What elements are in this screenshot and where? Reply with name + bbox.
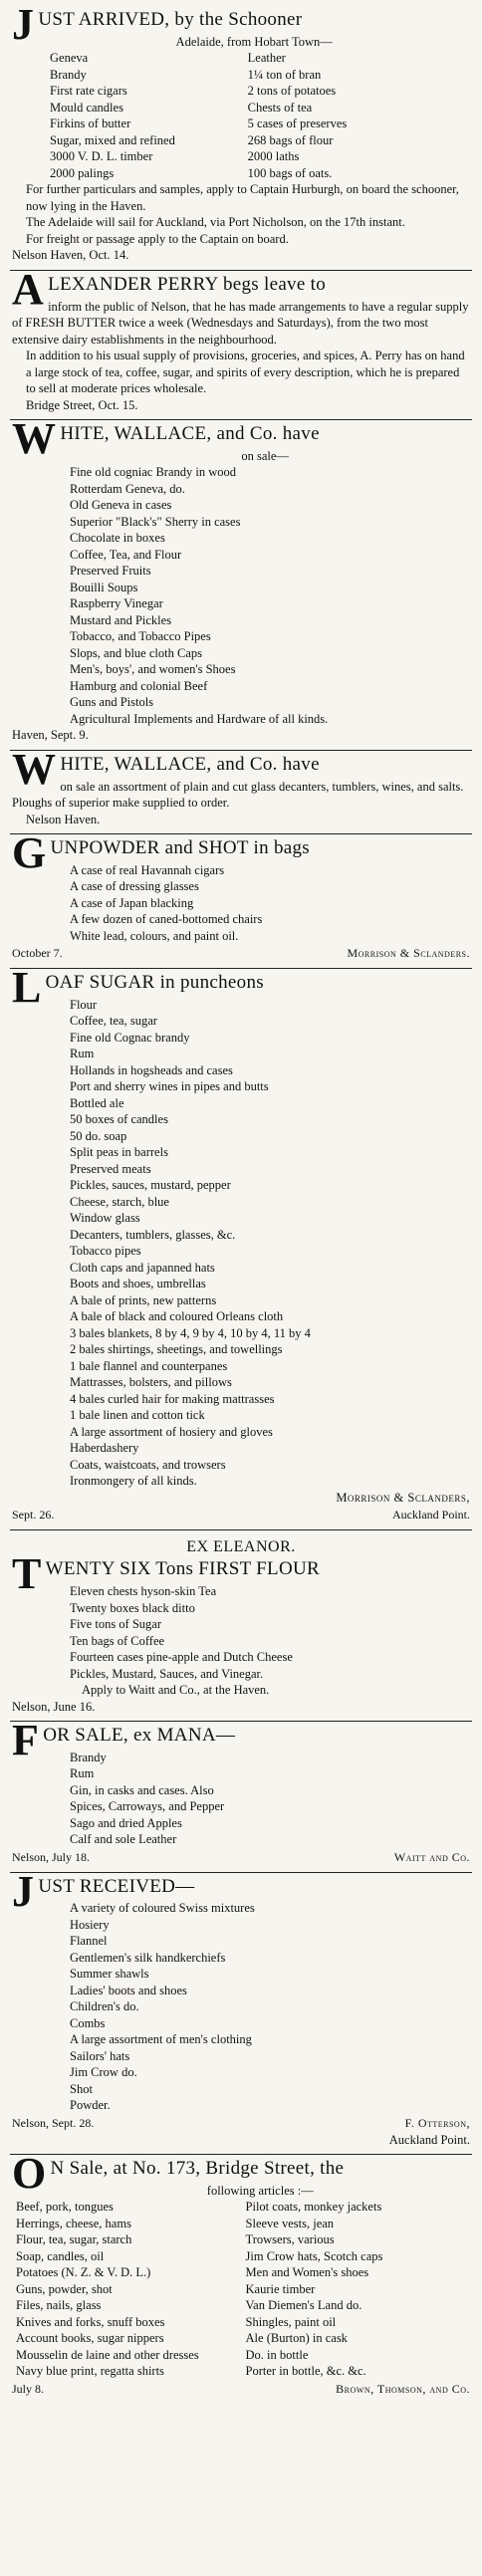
- goods-item: Potatoes (N. Z. & V. D. L.): [16, 2265, 151, 2280]
- advert-date: October 7.: [12, 946, 63, 961]
- goods-item: Files, nails, glass: [16, 2298, 102, 2313]
- advert-firm: Morrison & Sclanders.: [347, 946, 470, 961]
- goods-item: Gentlemen's silk handkerchiefs: [70, 1950, 226, 1965]
- goods-item: Sago and dried Apples: [70, 1815, 182, 1830]
- goods-item: 268 bags of flour: [247, 132, 334, 147]
- advert-subheading: Adelaide, from Hobart Town—: [175, 34, 333, 49]
- goods-item: First rate cigars: [50, 84, 127, 99]
- advert-heading: HITE, WALLACE, and Co. have: [60, 753, 320, 775]
- goods-item: Sleeve vests, jean: [245, 2216, 335, 2230]
- advert-heading: OR SALE, ex MANA—: [43, 1725, 236, 1747]
- goods-item: Chocolate in boxes: [70, 531, 165, 546]
- goods-item: Firkins of butter: [50, 117, 131, 131]
- goods-item: Split peas in barrels: [70, 1145, 168, 1160]
- advert-firm: Morrison & Sclanders,: [336, 1490, 470, 1505]
- advert-paragraph: In addition to his usual supply of provisions, groceries, and spices, A. Perry has on hand a large stock of tea, coffee, sugar, and spirits of every description, which he is prepared to sell at moderate prices wholesale.: [26, 349, 465, 395]
- goods-item: 100 bags of oats.: [247, 165, 333, 180]
- goods-item: 2 bales shirtings, sheetings, and towellings: [70, 1342, 283, 1357]
- advert-subheading: following articles :—: [206, 2183, 314, 2198]
- goods-item: Kaurie timber: [245, 2281, 316, 2296]
- advert-ex-eleanor: [10, 1530, 472, 1722]
- goods-item: Agricultural Implements and Hardware of all kinds.: [70, 711, 329, 726]
- advert-signoff: Nelson Haven.: [26, 812, 101, 826]
- drop-cap: W: [12, 744, 57, 794]
- advert-bridge-street-sale: [10, 2149, 472, 2404]
- goods-item: 50 do. soap: [70, 1128, 127, 1143]
- advert-date: Sept. 26.: [12, 1508, 55, 1522]
- goods-item: 3000 V. D. L. timber: [50, 149, 153, 164]
- drop-cap: L: [12, 963, 42, 1013]
- advert-paragraph: The Adelaide will sail for Auckland, via Port Nicholson, on the 17th instant.: [26, 215, 405, 230]
- goods-item: Spices, Carroways, and Pepper: [70, 1799, 225, 1814]
- advert-subheading: on sale—: [241, 448, 289, 463]
- advert-place: Auckland Point.: [392, 1508, 470, 1522]
- goods-item: 50 boxes of candles: [70, 1112, 168, 1127]
- goods-item: Coffee, Tea, and Flour: [70, 547, 182, 562]
- drop-cap: J: [12, 1866, 35, 1916]
- goods-item: 2000 palings: [50, 165, 115, 180]
- advert-gunpowder-shot: [10, 828, 472, 969]
- goods-left-column: [50, 50, 232, 181]
- goods-item: Account books, sugar nippers: [16, 2331, 164, 2346]
- advert-heading: N Sale, at No. 173, Bridge Street, the: [50, 2158, 345, 2180]
- advert-place: Auckland Point.: [388, 2132, 470, 2147]
- goods-item: Pickles, sauces, mustard, pepper: [70, 1178, 231, 1193]
- goods-item: Herrings, cheese, hams: [16, 2216, 131, 2230]
- advert-paragraph: For freight or passage apply to the Captain on board.: [26, 231, 289, 246]
- advert-for-sale-mana: [10, 1716, 472, 1873]
- goods-item: Haberdashery: [70, 1441, 139, 1456]
- goods-item: Bouilli Soups: [70, 580, 138, 594]
- goods-item: Mousselin de laine and other dresses: [16, 2347, 199, 2362]
- advert-heading: HITE, WALLACE, and Co. have: [60, 423, 320, 444]
- advert-footer: [12, 946, 470, 962]
- advert-paragraph: For further particulars and samples, apply to Captain Hurburgh, on board the schooner, now lying in the Haven.: [26, 182, 459, 213]
- goods-item: Guns, powder, shot: [16, 2281, 113, 2296]
- advert-firm: F. Otterson,: [404, 2115, 470, 2130]
- advert-alexander-perry: [10, 264, 472, 420]
- goods-left-column: [16, 2199, 236, 2380]
- goods-item: Gin, in casks and cases. Also: [70, 1782, 214, 1797]
- goods-item: Men and Women's shoes: [245, 2265, 369, 2280]
- goods-item: A large assortment of men's clothing: [70, 2032, 252, 2047]
- advert-footer: [12, 2116, 470, 2132]
- goods-item: Hosiery: [70, 1917, 110, 1932]
- goods-item: Brandy: [50, 67, 87, 82]
- goods-item: Hamburg and colonial Beef: [70, 678, 208, 693]
- goods-item: 2 tons of potatoes: [247, 84, 337, 99]
- goods-item: Powder.: [70, 2098, 111, 2113]
- goods-item: A bale of black and coloured Orleans cloth: [70, 1309, 284, 1324]
- goods-item: Rotterdam Geneva, do.: [70, 481, 185, 496]
- advert-heading: UST ARRIVED, by the Schooner: [38, 9, 303, 30]
- advert-preheading: EX ELEANOR.: [186, 1538, 296, 1556]
- goods-item: A bale of prints, new patterns: [70, 1292, 217, 1307]
- goods-item: Eleven chests hyson-skin Tea: [70, 1584, 217, 1599]
- advert-heading: UST RECEIVED—: [38, 1875, 195, 1897]
- advert-signoff: Nelson, June 16.: [12, 1699, 96, 1714]
- goods-item: Port and sherry wines in pipes and butts: [70, 1079, 269, 1094]
- goods-list: [12, 997, 470, 1490]
- goods-item: Tobacco, and Tobacco Pipes: [70, 629, 211, 644]
- goods-item: Twenty boxes black ditto: [70, 1600, 195, 1615]
- goods-item: Brandy: [70, 1750, 107, 1764]
- goods-item: Boots and shoes, umbrellas: [70, 1277, 206, 1291]
- goods-item: A large assortment of hosiery and gloves: [70, 1424, 273, 1439]
- goods-item: Combs: [70, 2015, 106, 2030]
- goods-item: Flour: [70, 997, 98, 1012]
- goods-item: Window glass: [70, 1211, 140, 1226]
- drop-cap: G: [12, 828, 47, 877]
- advert-signoff: Bridge Street, Oct. 15.: [26, 397, 138, 412]
- goods-item: Summer shawls: [70, 1967, 149, 1982]
- goods-item: Leather: [247, 51, 286, 66]
- goods-item: A case of dressing glasses: [70, 879, 199, 894]
- drop-cap: J: [12, 0, 35, 49]
- advert-heading: UNPOWDER and SHOT in bags: [50, 837, 311, 858]
- goods-item: A case of Japan blacking: [70, 895, 194, 910]
- goods-item: Pickles, Mustard, Sauces, and Vinegar.: [70, 1666, 264, 1681]
- advert-date: July 8.: [12, 2381, 45, 2396]
- advert-heading: WENTY SIX Tons FIRST FLOUR: [45, 1558, 320, 1580]
- goods-item: Ten bags of Coffee: [70, 1633, 165, 1648]
- goods-item: Coats, waistcoats, and trowsers: [70, 1457, 226, 1472]
- goods-item: Fourteen cases pine-apple and Dutch Cheese: [70, 1650, 293, 1665]
- goods-item: Tobacco pipes: [70, 1244, 141, 1259]
- goods-item: Van Diemen's Land do.: [245, 2298, 362, 2313]
- goods-item: Pilot coats, monkey jackets: [245, 2200, 382, 2215]
- goods-item: Superior "Black's" Sherry in cases: [70, 514, 241, 529]
- goods-item: Geneva: [50, 51, 89, 66]
- goods-item: Porter in bottle, &c. &c.: [245, 2364, 366, 2379]
- goods-item: Preserved meats: [70, 1161, 151, 1176]
- advert-paragraph: on sale an assortment of plain and cut glass decanters, tumblers, wines, and salts. Ploughs of superior make supplied to order.: [12, 779, 464, 810]
- goods-item: Soap, candles, oil: [16, 2248, 105, 2263]
- goods-list: [12, 1583, 470, 1682]
- goods-item: Flour, tea, sugar, starch: [16, 2232, 132, 2247]
- goods-item: Preserved Fruits: [70, 564, 151, 579]
- goods-item: Shot: [70, 2081, 93, 2096]
- goods-columns: [12, 50, 470, 181]
- goods-item: 1 bale flannel and counterpanes: [70, 1358, 228, 1373]
- advert-signoff: Nelson Haven, Oct. 14.: [12, 248, 129, 263]
- goods-list: [12, 1900, 470, 2114]
- drop-cap: O: [12, 2149, 47, 2199]
- goods-item: 1¼ ton of bran: [247, 67, 322, 82]
- goods-item: Children's do.: [70, 1999, 139, 2014]
- goods-item: Cloth caps and japanned hats: [70, 1260, 215, 1275]
- goods-item: A case of real Havannah cigars: [70, 862, 225, 877]
- goods-list: [12, 464, 470, 727]
- advert-just-received: [10, 1866, 472, 2156]
- advert-apply: Apply to Waitt and Co., at the Haven.: [82, 1683, 270, 1698]
- goods-item: Beef, pork, tongues: [16, 2200, 114, 2215]
- goods-item: Knives and forks, snuff boxes: [16, 2314, 165, 2329]
- goods-item: Chests of tea: [247, 100, 313, 115]
- goods-item: Ale (Burton) in cask: [245, 2331, 348, 2346]
- goods-item: Calf and sole Leather: [70, 1832, 177, 1847]
- goods-item: Old Geneva in cases: [70, 498, 172, 513]
- goods-item: Navy blue print, regatta shirts: [16, 2364, 164, 2379]
- advert-footer: [12, 1508, 470, 1523]
- goods-item: A few dozen of caned-bottomed chairs: [70, 912, 263, 927]
- goods-item: 1 bale linen and cotton tick: [70, 1408, 205, 1423]
- goods-item: Hollands in hogsheads and cases: [70, 1062, 233, 1077]
- drop-cap: W: [12, 414, 57, 463]
- goods-item: Sailors' hats: [70, 2048, 130, 2063]
- goods-item: A variety of coloured Swiss mixtures: [70, 1901, 255, 1916]
- newspaper-page: [10, 0, 472, 2404]
- advert-firm: Waitt and Co.: [393, 1849, 470, 1864]
- advert-heading: LEXANDER PERRY begs leave to: [48, 273, 327, 295]
- goods-item: Jim Crow hats, Scotch caps: [245, 2248, 383, 2263]
- advert-footer: [12, 2382, 470, 2398]
- goods-right-column: [246, 2199, 466, 2380]
- goods-item: Rum: [70, 1047, 95, 1061]
- goods-item: Fine old cogniac Brandy in wood: [70, 465, 236, 480]
- goods-item: Ladies' boots and shoes: [70, 1983, 187, 1997]
- goods-item: Trowsers, various: [245, 2232, 335, 2247]
- advert-signoff: Haven, Sept. 9.: [12, 728, 89, 743]
- goods-item: Mattrasses, bolsters, and pillows: [70, 1375, 232, 1390]
- drop-cap: F: [12, 1716, 40, 1765]
- goods-list: [12, 862, 470, 945]
- goods-right-column: [248, 50, 430, 181]
- goods-item: Mould candles: [50, 100, 123, 115]
- advert-white-wallace-glass: [10, 744, 472, 834]
- advert-just-arrived-schooner: [10, 0, 472, 271]
- goods-item: White lead, colours, and paint oil.: [70, 928, 239, 943]
- goods-item: Sugar, mixed and refined: [50, 132, 175, 147]
- goods-item: Do. in bottle: [245, 2347, 309, 2362]
- goods-item: Coffee, tea, sugar: [70, 1014, 157, 1029]
- goods-item: Jim Crow do.: [70, 2065, 137, 2080]
- goods-item: 4 bales curled hair for making mattrasses: [70, 1391, 275, 1406]
- advert-heading: OAF SUGAR in puncheons: [45, 972, 264, 994]
- goods-item: Bottled ale: [70, 1095, 124, 1110]
- goods-item: Shingles, paint oil: [245, 2314, 337, 2329]
- drop-cap: A: [12, 264, 45, 314]
- goods-list: [12, 1750, 470, 1848]
- goods-item: Fine old Cognac brandy: [70, 1030, 190, 1045]
- goods-item: Mustard and Pickles: [70, 612, 172, 627]
- goods-item: Guns and Pistols: [70, 695, 154, 710]
- goods-item: Decanters, tumblers, glasses, &c.: [70, 1227, 236, 1242]
- goods-item: Rum: [70, 1766, 95, 1781]
- goods-item: 3 bales blankets, 8 by 4, 9 by 4, 10 by 4, 11 by 4: [70, 1325, 311, 1340]
- advert-footer: [12, 1850, 470, 1866]
- goods-item: Raspberry Vinegar: [70, 596, 163, 611]
- goods-item: 5 cases of preserves: [247, 117, 348, 131]
- goods-item: Five tons of Sugar: [70, 1617, 162, 1632]
- advert-loaf-sugar: [10, 963, 472, 1530]
- goods-columns: [12, 2199, 470, 2380]
- goods-item: Ironmongery of all kinds.: [70, 1474, 197, 1489]
- advert-date: Nelson, July 18.: [12, 1849, 90, 1864]
- goods-item: Flannel: [70, 1934, 108, 1949]
- advert-white-wallace-sale: [10, 414, 472, 751]
- goods-item: Men's, boys', and women's Shoes: [70, 662, 236, 677]
- advert-date: Nelson, Sept. 28.: [12, 2115, 95, 2130]
- goods-item: Slops, and blue cloth Caps: [70, 645, 202, 660]
- advert-firm: Brown, Thomson, and Co.: [336, 2381, 470, 2396]
- goods-item: 2000 laths: [247, 149, 300, 164]
- goods-item: Cheese, starch, blue: [70, 1194, 169, 1209]
- drop-cap: T: [12, 1549, 42, 1599]
- advert-paragraph: inform the public of Nelson, that he has made arrangements to have a regular supply of FRESH BUTTER twice a week (Wednesdays and Saturdays), from the two most extensive dairy establishments in the neighbourhood.: [12, 299, 469, 347]
